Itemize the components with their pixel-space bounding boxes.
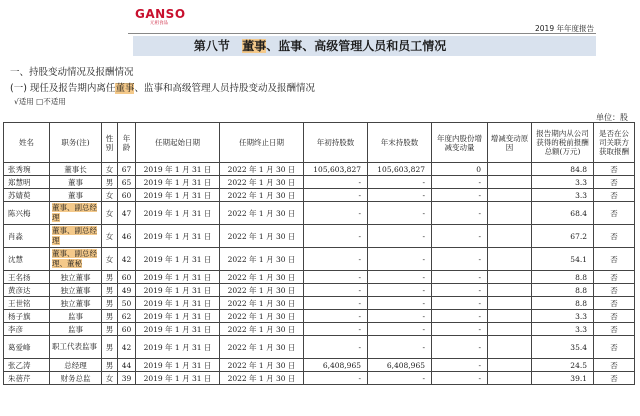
col-header: 报告期内从公司获得的税前报酬总额(万元) bbox=[532, 123, 594, 163]
col-header: 年龄 bbox=[118, 123, 136, 163]
title-highlight: 董事、副总经理、董秘 bbox=[52, 249, 97, 268]
cell-pay: 54.1 bbox=[532, 248, 594, 271]
title-highlight: 董事、副总经理 bbox=[52, 226, 97, 245]
cell-change: - bbox=[432, 372, 488, 385]
table-header-row bbox=[4, 123, 635, 163]
logo-text: GANSO bbox=[135, 7, 186, 21]
cell-reason bbox=[488, 248, 532, 271]
cell-finish: - bbox=[368, 310, 432, 323]
cell-title: 职工代表监事 bbox=[50, 336, 102, 359]
cell-pay: 39.1 bbox=[532, 372, 594, 385]
title-highlight: 董事、副总经理 bbox=[52, 203, 97, 222]
cell-age: 67 bbox=[118, 163, 136, 176]
cell-name: 张乙涛 bbox=[4, 359, 50, 372]
cell-related: 否 bbox=[594, 284, 635, 297]
col-header: 任期起始日期 bbox=[136, 123, 220, 163]
cell-end: 2022 年 1 月 30 日 bbox=[220, 310, 304, 323]
cell-start: 2019 年 1 月 31 日 bbox=[136, 202, 220, 225]
cell-name: 李彦 bbox=[4, 323, 50, 336]
cell-finish: 6,408,965 bbox=[368, 359, 432, 372]
col-header: 性别 bbox=[102, 123, 118, 163]
cell-begin: - bbox=[304, 248, 368, 271]
cell-related: 否 bbox=[594, 189, 635, 202]
table-row bbox=[4, 189, 635, 202]
cell-finish: - bbox=[368, 271, 432, 284]
cell-end: 2022 年 1 月 30 日 bbox=[220, 225, 304, 248]
cell-start: 2019 年 1 月 31 日 bbox=[136, 163, 220, 176]
shareholding-table bbox=[3, 122, 635, 385]
cell-start: 2019 年 1 月 31 日 bbox=[136, 271, 220, 284]
cell-reason bbox=[488, 359, 532, 372]
cell-gender: 男 bbox=[102, 297, 118, 310]
cell-change: - bbox=[432, 189, 488, 202]
report-year-label: 2019 年年度报告 bbox=[535, 24, 594, 33]
option-not-applicable: □不适用 bbox=[36, 97, 66, 106]
cell-pay: 3.3 bbox=[532, 176, 594, 189]
cell-begin: - bbox=[304, 271, 368, 284]
table-row bbox=[4, 163, 635, 176]
col-header: 增减变动原因 bbox=[488, 123, 532, 163]
cell-end: 2022 年 1 月 30 日 bbox=[220, 189, 304, 202]
col-header: 年度内股份增减变动量 bbox=[432, 123, 488, 163]
cell-begin: - bbox=[304, 310, 368, 323]
cell-name: 苏婧萸 bbox=[4, 189, 50, 202]
cell-reason bbox=[488, 189, 532, 202]
cell-reason bbox=[488, 202, 532, 225]
cell-finish: - bbox=[368, 323, 432, 336]
table-row bbox=[4, 323, 635, 336]
cell-begin: 6,408,965 bbox=[304, 359, 368, 372]
cell-reason bbox=[488, 284, 532, 297]
cell-age: 62 bbox=[118, 310, 136, 323]
subsection-2-highlight: 董事 bbox=[115, 83, 135, 94]
cell-change: - bbox=[432, 359, 488, 372]
cell-pay: 3.3 bbox=[532, 189, 594, 202]
cell-reason bbox=[488, 323, 532, 336]
header-divider bbox=[128, 33, 596, 34]
col-header: 年初持股数 bbox=[304, 123, 368, 163]
cell-title: 监事 bbox=[50, 310, 102, 323]
cell-age: 49 bbox=[118, 284, 136, 297]
cell-change: - bbox=[432, 176, 488, 189]
table-row bbox=[4, 297, 635, 310]
cell-title: 董事长 bbox=[50, 163, 102, 176]
cell-reason bbox=[488, 271, 532, 284]
subsection-2-prefix: (一) 现任及报告期内离任 bbox=[10, 83, 116, 94]
cell-change: - bbox=[432, 336, 488, 359]
cell-start: 2019 年 1 月 31 日 bbox=[136, 372, 220, 385]
cell-related: 否 bbox=[594, 225, 635, 248]
cell-change: - bbox=[432, 202, 488, 225]
cell-name: 王世铭 bbox=[4, 297, 50, 310]
cell-name: 郑慧明 bbox=[4, 176, 50, 189]
cell-begin: - bbox=[304, 336, 368, 359]
cell-title: 独立董事 bbox=[50, 297, 102, 310]
cell-pay: 3.3 bbox=[532, 310, 594, 323]
cell-end: 2022 年 1 月 30 日 bbox=[220, 359, 304, 372]
col-header: 任期终止日期 bbox=[220, 123, 304, 163]
section-title bbox=[0, 37, 640, 54]
cell-change: - bbox=[432, 284, 488, 297]
cell-reason bbox=[488, 336, 532, 359]
cell-begin: - bbox=[304, 323, 368, 336]
cell-name: 杨子旗 bbox=[4, 310, 50, 323]
cell-title: 独立董事 bbox=[50, 284, 102, 297]
applicability-options bbox=[14, 96, 66, 107]
cell-end: 2022 年 1 月 30 日 bbox=[220, 284, 304, 297]
subsection-heading-1: 一、持股变动情况及报酬情况 bbox=[10, 67, 134, 78]
cell-finish: 105,603,827 bbox=[368, 163, 432, 176]
cell-name: 王名扬 bbox=[4, 271, 50, 284]
cell-pay: 67.2 bbox=[532, 225, 594, 248]
cell-age: 46 bbox=[118, 225, 136, 248]
col-header: 姓名 bbox=[4, 123, 50, 163]
subsection-2-rest: 、监事和高级管理人员持股变动及报酬情况 bbox=[134, 83, 315, 94]
cell-pay: 3.3 bbox=[532, 323, 594, 336]
cell-finish: - bbox=[368, 176, 432, 189]
cell-title bbox=[50, 248, 102, 271]
cell-reason bbox=[488, 163, 532, 176]
cell-end: 2022 年 1 月 30 日 bbox=[220, 163, 304, 176]
cell-pay: 24.5 bbox=[532, 359, 594, 372]
cell-begin: - bbox=[304, 176, 368, 189]
cell-age: 65 bbox=[118, 176, 136, 189]
cell-gender: 男 bbox=[102, 336, 118, 359]
cell-begin: - bbox=[304, 202, 368, 225]
table-row bbox=[4, 372, 635, 385]
cell-title: 董事 bbox=[50, 189, 102, 202]
cell-related: 否 bbox=[594, 372, 635, 385]
cell-finish: - bbox=[368, 297, 432, 310]
cell-end: 2022 年 1 月 30 日 bbox=[220, 176, 304, 189]
cell-start: 2019 年 1 月 31 日 bbox=[136, 284, 220, 297]
company-logo bbox=[135, 7, 186, 34]
col-header: 是否在公司关联方获取报酬 bbox=[594, 123, 635, 163]
cell-begin: 105,603,827 bbox=[304, 163, 368, 176]
cell-finish: - bbox=[368, 336, 432, 359]
col-header: 年末持股数 bbox=[368, 123, 432, 163]
option-applicable: √适用 bbox=[14, 97, 34, 106]
cell-begin: - bbox=[304, 284, 368, 297]
cell-pay: 35.4 bbox=[532, 336, 594, 359]
cell-change: - bbox=[432, 248, 488, 271]
table-row bbox=[4, 336, 635, 359]
cell-start: 2019 年 1 月 31 日 bbox=[136, 248, 220, 271]
cell-age: 42 bbox=[118, 248, 136, 271]
table-row bbox=[4, 310, 635, 323]
cell-name: 黄彦达 bbox=[4, 284, 50, 297]
cell-age: 60 bbox=[118, 271, 136, 284]
cell-title bbox=[50, 225, 102, 248]
cell-name: 肖淼 bbox=[4, 225, 50, 248]
cell-age: 47 bbox=[118, 202, 136, 225]
cell-gender: 女 bbox=[102, 372, 118, 385]
cell-finish: - bbox=[368, 372, 432, 385]
cell-age: 42 bbox=[118, 336, 136, 359]
cell-gender: 女 bbox=[102, 248, 118, 271]
cell-title: 独立董事 bbox=[50, 271, 102, 284]
cell-age: 60 bbox=[118, 323, 136, 336]
cell-gender: 女 bbox=[102, 189, 118, 202]
cell-end: 2022 年 1 月 30 日 bbox=[220, 297, 304, 310]
logo-subtext: 元祖食品 bbox=[150, 21, 168, 26]
cell-reason bbox=[488, 225, 532, 248]
cell-title bbox=[50, 202, 102, 225]
cell-pay: 8.8 bbox=[532, 297, 594, 310]
cell-name: 朱蓓芹 bbox=[4, 372, 50, 385]
cell-start: 2019 年 1 月 31 日 bbox=[136, 359, 220, 372]
cell-name: 张秀琬 bbox=[4, 163, 50, 176]
cell-age: 39 bbox=[118, 372, 136, 385]
cell-change: - bbox=[432, 297, 488, 310]
section-title-highlight: 董事 bbox=[242, 39, 267, 53]
cell-related: 否 bbox=[594, 359, 635, 372]
cell-start: 2019 年 1 月 31 日 bbox=[136, 323, 220, 336]
cell-gender: 男 bbox=[102, 271, 118, 284]
cell-begin: - bbox=[304, 225, 368, 248]
cell-finish: - bbox=[368, 284, 432, 297]
cell-finish: - bbox=[368, 189, 432, 202]
cell-age: 44 bbox=[118, 359, 136, 372]
cell-change: - bbox=[432, 225, 488, 248]
table-row bbox=[4, 271, 635, 284]
cell-reason bbox=[488, 372, 532, 385]
cell-title: 董事 bbox=[50, 176, 102, 189]
cell-start: 2019 年 1 月 31 日 bbox=[136, 336, 220, 359]
cell-related: 否 bbox=[594, 297, 635, 310]
cell-reason bbox=[488, 176, 532, 189]
cell-change: - bbox=[432, 310, 488, 323]
cell-title: 总经理 bbox=[50, 359, 102, 372]
table-row bbox=[4, 225, 635, 248]
cell-begin: - bbox=[304, 189, 368, 202]
cell-name: 葛爱峰 bbox=[4, 336, 50, 359]
cell-begin: - bbox=[304, 372, 368, 385]
cell-gender: 男 bbox=[102, 284, 118, 297]
cell-pay: 8.8 bbox=[532, 271, 594, 284]
cell-gender: 男 bbox=[102, 176, 118, 189]
table-row bbox=[4, 176, 635, 189]
cell-gender: 男 bbox=[102, 310, 118, 323]
cell-start: 2019 年 1 月 31 日 bbox=[136, 297, 220, 310]
cell-age: 50 bbox=[118, 297, 136, 310]
cell-end: 2022 年 1 月 30 日 bbox=[220, 271, 304, 284]
cell-related: 否 bbox=[594, 248, 635, 271]
cell-related: 否 bbox=[594, 336, 635, 359]
subsection-heading-2 bbox=[10, 80, 315, 94]
cell-reason bbox=[488, 310, 532, 323]
cell-end: 2022 年 1 月 30 日 bbox=[220, 323, 304, 336]
cell-gender: 女 bbox=[102, 163, 118, 176]
cell-pay: 68.4 bbox=[532, 202, 594, 225]
cell-title: 财务总监 bbox=[50, 372, 102, 385]
cell-related: 否 bbox=[594, 271, 635, 284]
cell-end: 2022 年 1 月 30 日 bbox=[220, 372, 304, 385]
unit-label: 单位：股 bbox=[596, 113, 628, 122]
cell-end: 2022 年 1 月 30 日 bbox=[220, 202, 304, 225]
cell-gender: 女 bbox=[102, 225, 118, 248]
cell-related: 否 bbox=[594, 310, 635, 323]
cell-begin: - bbox=[304, 297, 368, 310]
cell-related: 否 bbox=[594, 176, 635, 189]
cell-related: 否 bbox=[594, 202, 635, 225]
col-header: 职务(注) bbox=[50, 123, 102, 163]
cell-end: 2022 年 1 月 30 日 bbox=[220, 248, 304, 271]
section-title-rest: 、监事、高级管理人员和员工情况 bbox=[266, 39, 447, 53]
cell-pay: 8.8 bbox=[532, 284, 594, 297]
cell-end: 2022 年 1 月 30 日 bbox=[220, 336, 304, 359]
cell-related: 否 bbox=[594, 323, 635, 336]
cell-finish: - bbox=[368, 248, 432, 271]
section-number: 第八节 bbox=[193, 39, 230, 53]
cell-finish: - bbox=[368, 202, 432, 225]
table-row bbox=[4, 248, 635, 271]
cell-gender: 女 bbox=[102, 202, 118, 225]
cell-gender: 男 bbox=[102, 359, 118, 372]
cell-pay: 84.8 bbox=[532, 163, 594, 176]
cell-age: 60 bbox=[118, 189, 136, 202]
cell-title: 监事 bbox=[50, 323, 102, 336]
cell-start: 2019 年 1 月 31 日 bbox=[136, 310, 220, 323]
cell-change: - bbox=[432, 323, 488, 336]
cell-name: 陈兴梅 bbox=[4, 202, 50, 225]
cell-related: 否 bbox=[594, 163, 635, 176]
table-row bbox=[4, 359, 635, 372]
cell-start: 2019 年 1 月 31 日 bbox=[136, 225, 220, 248]
cell-finish: - bbox=[368, 225, 432, 248]
cell-change: - bbox=[432, 271, 488, 284]
table-row bbox=[4, 202, 635, 225]
cell-change: 0 bbox=[432, 163, 488, 176]
cell-start: 2019 年 1 月 31 日 bbox=[136, 189, 220, 202]
cell-start: 2019 年 1 月 31 日 bbox=[136, 176, 220, 189]
cell-gender: 男 bbox=[102, 323, 118, 336]
cell-reason bbox=[488, 297, 532, 310]
table-row bbox=[4, 284, 635, 297]
cell-name: 沈慧 bbox=[4, 248, 50, 271]
